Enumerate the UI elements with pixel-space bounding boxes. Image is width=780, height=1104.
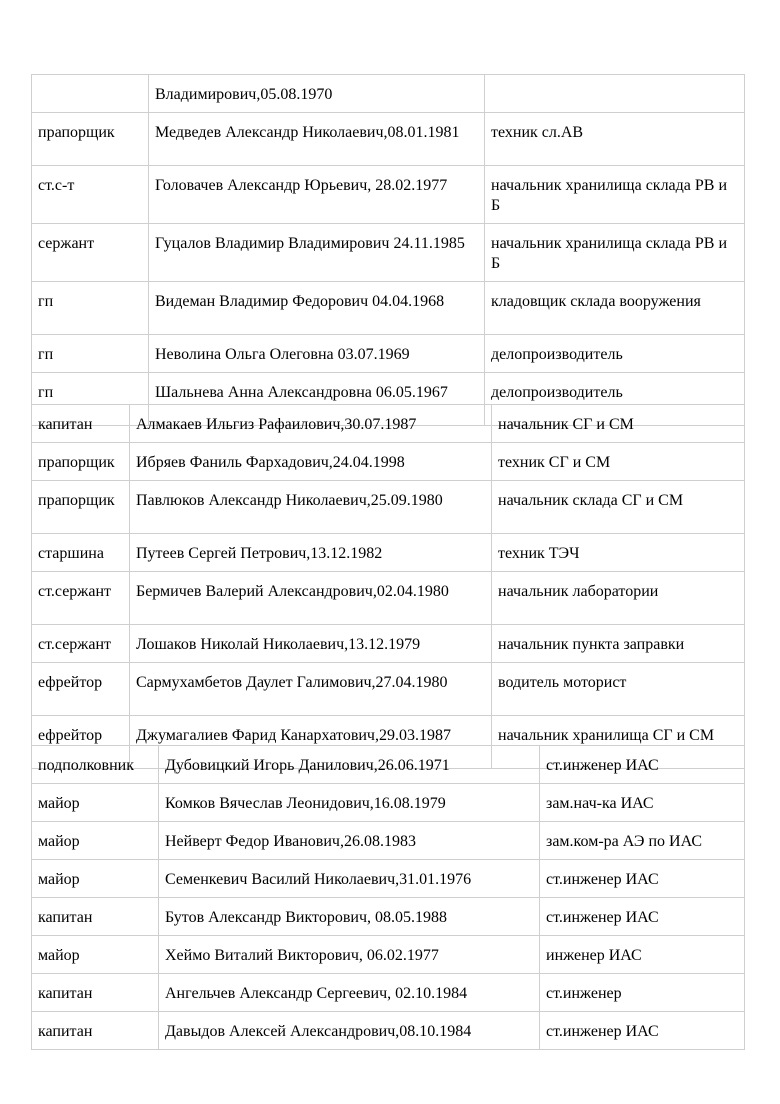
name-cell: Семенкевич Василий Николаевич,31.01.1976	[159, 860, 540, 898]
name-cell: Бутов Александр Викторович, 08.05.1988	[159, 898, 540, 936]
rank-cell: ст.сержант	[32, 625, 130, 663]
rank-cell	[32, 75, 149, 113]
rank-cell: прапорщик	[32, 481, 130, 534]
table-row	[32, 282, 745, 335]
position-cell: начальник хранилища склада РВ и Б	[485, 166, 745, 224]
personnel-table-2	[31, 404, 745, 769]
position-cell: кладовщик склада вооружения	[485, 282, 745, 335]
position-cell: делопроизводитель	[485, 335, 745, 373]
name-cell: Нейверт Федор Иванович,26.08.1983	[159, 822, 540, 860]
personnel-table-1	[31, 74, 745, 426]
table-row	[32, 75, 745, 113]
name-cell: Владимирович,05.08.1970	[149, 75, 485, 113]
table-row	[32, 405, 745, 443]
rank-cell: ст.сержант	[32, 572, 130, 625]
position-cell: ст.инженер	[540, 974, 745, 1012]
name-cell: Давыдов Алексей Александрович,08.10.1984	[159, 1012, 540, 1050]
table-row	[32, 784, 745, 822]
position-cell: ст.инженер ИАС	[540, 898, 745, 936]
rank-cell: капитан	[32, 898, 159, 936]
table-row	[32, 481, 745, 534]
rank-cell: подполковник	[32, 746, 159, 784]
rank-cell: ефрейтор	[32, 663, 130, 716]
rank-cell: старшина	[32, 534, 130, 572]
name-cell: Дубовицкий Игорь Данилович,26.06.1971	[159, 746, 540, 784]
table-row	[32, 663, 745, 716]
name-cell: Комков Вячеслав Леонидович,16.08.1979	[159, 784, 540, 822]
position-cell: зам.ком-ра АЭ по ИАС	[540, 822, 745, 860]
name-cell: Ибряев Фаниль Фархадович,24.04.1998	[130, 443, 492, 481]
position-cell: ст.инженер ИАС	[540, 860, 745, 898]
rank-cell: гп	[32, 282, 149, 335]
table-row	[32, 860, 745, 898]
table-row	[32, 974, 745, 1012]
rank-cell: капитан	[32, 1012, 159, 1050]
name-cell: Путеев Сергей Петрович,13.12.1982	[130, 534, 492, 572]
name-cell: Алмакаев Ильгиз Рафаилович,30.07.1987	[130, 405, 492, 443]
position-cell: делопроизводитель	[485, 373, 745, 426]
name-cell: Видеман Владимир Федорович 04.04.1968	[149, 282, 485, 335]
name-cell: Хеймо Виталий Викторович, 06.02.1977	[159, 936, 540, 974]
position-cell: водитель моторист	[492, 663, 745, 716]
rank-cell: гп	[32, 335, 149, 373]
position-cell: ст.инженер ИАС	[540, 746, 745, 784]
rank-cell: гп	[32, 373, 149, 426]
name-cell: Сармухамбетов Даулет Галимович,27.04.1980	[130, 663, 492, 716]
position-cell: начальник хранилища склада РВ и Б	[485, 224, 745, 282]
name-cell: Неволина Ольга Олеговна 03.07.1969	[149, 335, 485, 373]
rank-cell: майор	[32, 822, 159, 860]
table-row	[32, 534, 745, 572]
rank-cell: майор	[32, 860, 159, 898]
rank-cell: ефрейтор	[32, 716, 130, 769]
position-cell: начальник хранилища СГ и СМ	[492, 716, 745, 769]
position-cell: начальник лаборатории	[492, 572, 745, 625]
table-row	[32, 572, 745, 625]
position-cell: начальник пункта заправки	[492, 625, 745, 663]
position-cell: ст.инженер ИАС	[540, 1012, 745, 1050]
rank-cell: прапорщик	[32, 113, 149, 166]
position-cell: инженер ИАС	[540, 936, 745, 974]
name-cell: Ангельчев Александр Сергеевич, 02.10.1984	[159, 974, 540, 1012]
name-cell: Бермичев Валерий Александрович,02.04.1980	[130, 572, 492, 625]
position-cell: техник СГ и СМ	[492, 443, 745, 481]
rank-cell: капитан	[32, 974, 159, 1012]
position-cell: зам.нач-ка ИАС	[540, 784, 745, 822]
table-row	[32, 443, 745, 481]
table-row	[32, 898, 745, 936]
rank-cell: сержант	[32, 224, 149, 282]
rank-cell: капитан	[32, 405, 130, 443]
name-cell: Лошаков Николай Николаевич,13.12.1979	[130, 625, 492, 663]
table-body	[32, 75, 745, 426]
position-cell: начальник склада СГ и СМ	[492, 481, 745, 534]
position-cell: начальник СГ и СМ	[492, 405, 745, 443]
table-body	[32, 405, 745, 769]
table-body	[32, 746, 745, 1050]
table-row	[32, 113, 745, 166]
personnel-table-3	[31, 745, 745, 1050]
name-cell: Джумагалиев Фарид Канархатович,29.03.1987	[130, 716, 492, 769]
rank-cell: ст.с-т	[32, 166, 149, 224]
position-cell	[485, 75, 745, 113]
name-cell: Медведев Александр Николаевич,08.01.1981	[149, 113, 485, 166]
position-cell: техник сл.АВ	[485, 113, 745, 166]
table-row	[32, 224, 745, 282]
table-row	[32, 822, 745, 860]
table-row	[32, 166, 745, 224]
table-row	[32, 335, 745, 373]
rank-cell: майор	[32, 784, 159, 822]
rank-cell: майор	[32, 936, 159, 974]
table-row	[32, 746, 745, 784]
name-cell: Гуцалов Владимир Владимирович 24.11.1985	[149, 224, 485, 282]
position-cell: техник ТЭЧ	[492, 534, 745, 572]
rank-cell: прапорщик	[32, 443, 130, 481]
table-row	[32, 625, 745, 663]
table-row	[32, 936, 745, 974]
name-cell: Головачев Александр Юрьевич, 28.02.1977	[149, 166, 485, 224]
name-cell: Павлюков Александр Николаевич,25.09.1980	[130, 481, 492, 534]
table-row	[32, 1012, 745, 1050]
name-cell: Шальнева Анна Александровна 06.05.1967	[149, 373, 485, 426]
